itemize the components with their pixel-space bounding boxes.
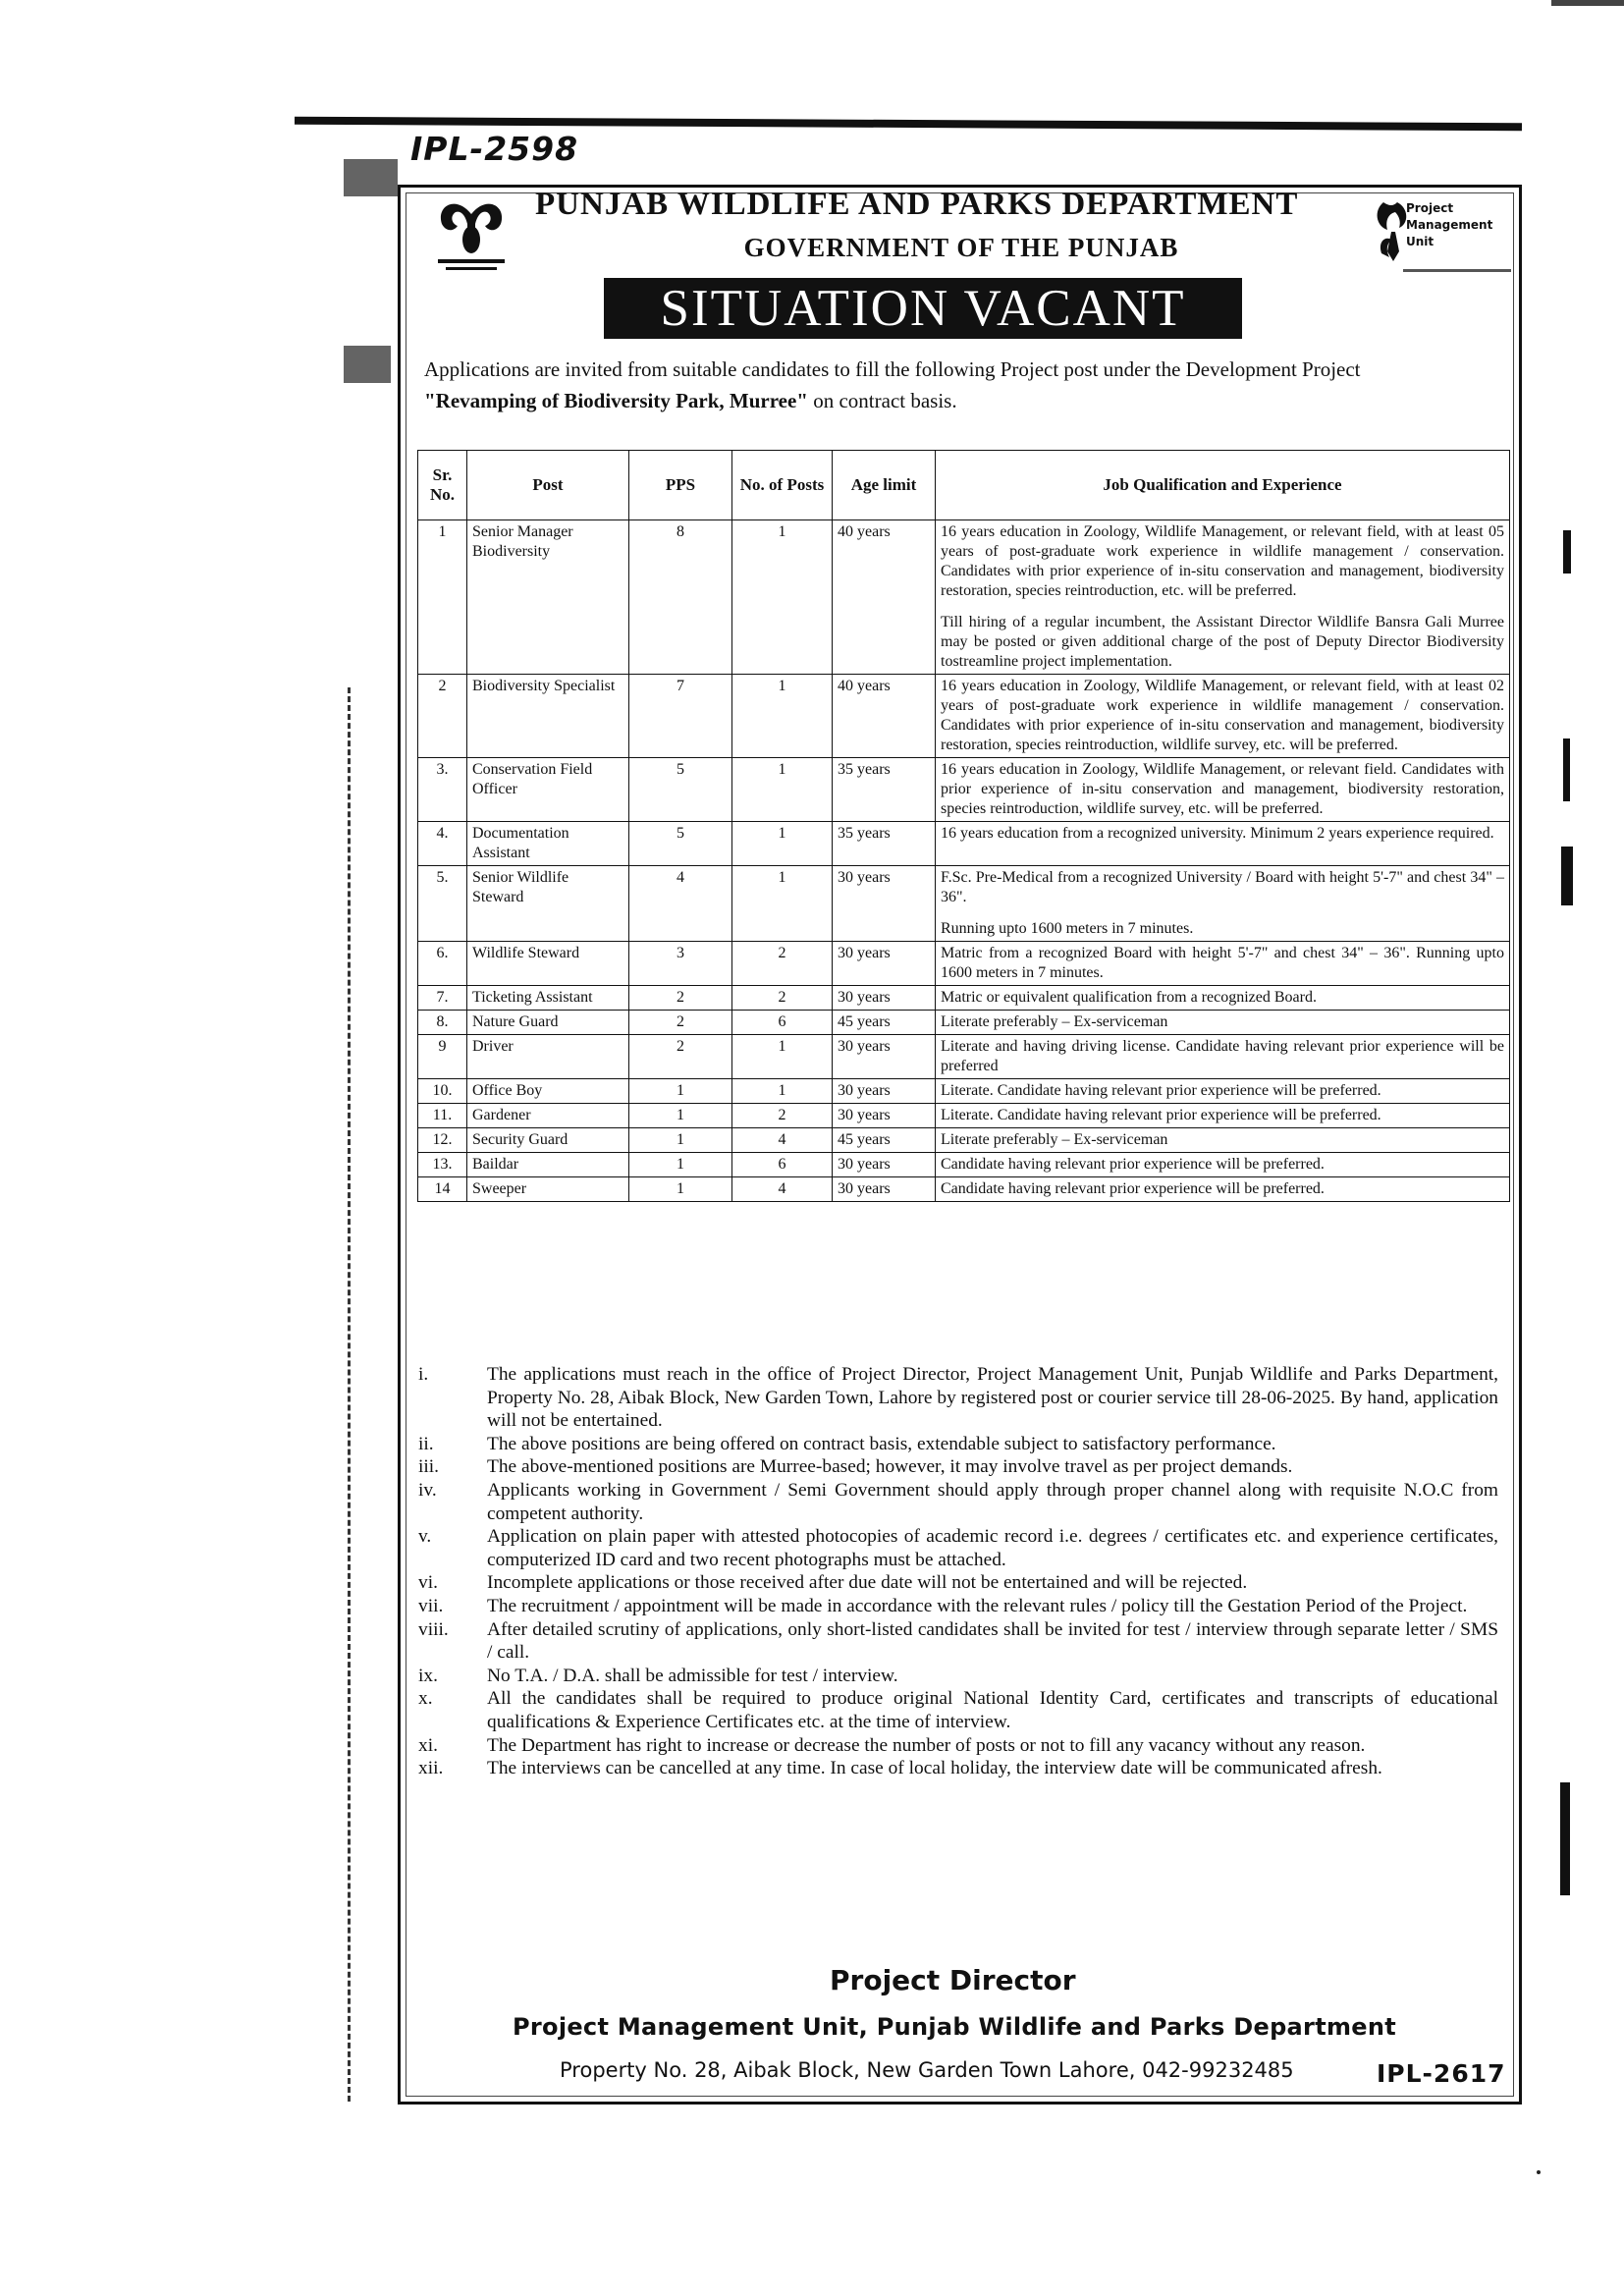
intro-text-end: on contract basis. — [807, 389, 957, 412]
vacancy-table — [417, 450, 1510, 1202]
term-text: After detailed scrutiny of applications, only short-listed candidates shall be invited for test / interview through separate letter / SMS / call. — [487, 1618, 1498, 1664]
term-text: The recruitment / appointment will be made in accordance with the relevant rules / policy till the Gestation Period of the Project. — [487, 1595, 1468, 1616]
cell-post: Senior Wildlife Steward — [467, 866, 629, 942]
cell-sr: 1 — [418, 520, 467, 675]
cell-sr: 9 — [418, 1035, 467, 1079]
cell-posts: 2 — [732, 1104, 833, 1128]
ibex-logo-icon — [432, 196, 511, 277]
scan-smudge-1 — [344, 159, 398, 196]
cell-post: Conservation Field Officer — [467, 758, 629, 822]
table-row — [418, 675, 1510, 758]
term-number: iii. — [418, 1456, 440, 1478]
cell-post: Gardener — [467, 1104, 629, 1128]
term-text: Application on plain paper with attested photocopies of academic record i.e. degrees / certificates etc. and experience certificates, computerized ID card and two recent photographs must be attached. — [487, 1526, 1498, 1570]
cell-pps: 7 — [629, 675, 732, 758]
table-row — [418, 520, 1510, 675]
table-row — [418, 1153, 1510, 1177]
cell-posts: 6 — [732, 1153, 833, 1177]
cell-pps: 1 — [629, 1079, 732, 1104]
cell-qualification — [936, 866, 1510, 942]
cell-age: 30 years — [833, 1035, 936, 1079]
table-row — [418, 1011, 1510, 1035]
col-header-posts: No. of Posts — [732, 451, 833, 520]
margin-dash-line — [348, 687, 351, 2102]
cell-pps: 5 — [629, 822, 732, 866]
cell-pps: 5 — [629, 758, 732, 822]
qualification-text: Matric or equivalent qualification from a recognized Board. — [941, 989, 1317, 1006]
term-text: The Department has right to increase or decrease the number of posts or not to fill any vacancy without any reason. — [487, 1734, 1366, 1756]
cell-pps: 2 — [629, 1035, 732, 1079]
term-number: ii. — [418, 1433, 434, 1454]
cell-pps: 1 — [629, 1104, 732, 1128]
col-header-sr: Sr. No. — [418, 451, 467, 520]
cell-sr: 11. — [418, 1104, 467, 1128]
term-text: The above positions are being offered on contract basis, extendable subject to satisfactory performance. — [487, 1433, 1276, 1454]
right-margin-mark-3 — [1561, 847, 1573, 905]
right-margin-mark-4 — [1560, 1782, 1570, 1895]
term-item — [418, 1433, 1498, 1456]
term-item — [418, 1363, 1498, 1433]
cell-sr: 14 — [418, 1177, 467, 1202]
cell-qualification — [936, 1128, 1510, 1153]
cell-post: Baildar — [467, 1153, 629, 1177]
cell-posts: 4 — [732, 1128, 833, 1153]
term-number: v. — [418, 1526, 432, 1548]
cell-sr: 4. — [418, 822, 467, 866]
term-item — [418, 1595, 1498, 1618]
cell-post: Nature Guard — [467, 1011, 629, 1035]
qualification-text: Candidate having relevant prior experience will be preferred. — [941, 1180, 1325, 1197]
cell-age: 45 years — [833, 1128, 936, 1153]
cell-age: 30 years — [833, 986, 936, 1011]
term-text: The above-mentioned positions are Murree-based; however, it may involve travel as per project demands. — [487, 1456, 1293, 1478]
government-title: GOVERNMENT OF THE PUNJAB — [743, 233, 1179, 262]
term-item — [418, 1525, 1498, 1571]
cell-pps: 2 — [629, 1011, 732, 1035]
col-header-age: Age limit — [833, 451, 936, 520]
cell-qualification — [936, 942, 1510, 986]
term-text: The interviews can be cancelled at any time. In case of local holiday, the interview date will be communicated afresh. — [487, 1758, 1382, 1779]
cell-sr: 2 — [418, 675, 467, 758]
col-header-post: Post — [467, 451, 629, 520]
cell-sr: 5. — [418, 866, 467, 942]
intro-paragraph — [424, 354, 1504, 416]
office-address: Property No. 28, Aibak Block, New Garden Town Lahore, 042-99232485 — [560, 2058, 1294, 2082]
term-text: The applications must reach in the office of Project Director, Project Management Unit, Punjab Wildlife and Parks Department, Property No. 28, Aibak Block, New Garden Town, Lahore by registered post or courier service till 28-06-2025. By hand, application will not be entertained. — [487, 1364, 1498, 1432]
qualification-text: Literate and having driving license. Candidate having relevant prior experience will be preferred — [941, 1038, 1504, 1074]
signatory-title: Project Director — [830, 1964, 1076, 1996]
right-margin-mark-2 — [1563, 738, 1570, 801]
cell-qualification — [936, 675, 1510, 758]
pmu-logo-text: Project Management Unit — [1406, 201, 1493, 248]
cell-post: Senior Manager Biodiversity — [467, 520, 629, 675]
term-item — [418, 1479, 1498, 1525]
cell-age: 30 years — [833, 866, 936, 942]
term-text: Applicants working in Government / Semi Government should apply through proper channel along with requisite N.O.C from competent authority. — [487, 1479, 1498, 1524]
cell-pps: 2 — [629, 986, 732, 1011]
cell-sr: 7. — [418, 986, 467, 1011]
term-item — [418, 1687, 1498, 1733]
qualification-text: 16 years education in Zoology, Wildlife Management, or relevant field, with at least 02 years of post-graduate work experience in wildlife management / conservation. Candidates with prior experience of in-situ conservation and management, biodiversity restoration, species reintroduction, wildlife survey, etc. will be preferred. — [941, 678, 1504, 753]
cell-posts: 6 — [732, 1011, 833, 1035]
qualification-text: Literate preferably – Ex-serviceman — [941, 1131, 1168, 1148]
cell-age: 35 years — [833, 822, 936, 866]
cell-qualification — [936, 1104, 1510, 1128]
qualification-text: Matric from a recognized Board with height 5'-7" and chest 34" – 36". Running upto 1600 meters in 7 minutes. — [941, 945, 1504, 981]
cell-age: 30 years — [833, 1153, 936, 1177]
qualification-text: 16 years education in Zoology, Wildlife Management, or relevant field. Candidates with prior experience of in-situ conservation and management, biodiversity restoration, species reintroduction, wildlife survey, etc. will be preferred. — [941, 761, 1504, 817]
cell-posts: 1 — [732, 866, 833, 942]
term-number: vii. — [418, 1595, 444, 1616]
qualification-text: F.Sc. Pre-Medical from a recognized University / Board with height 5'-7" and chest 34" – 36". — [941, 869, 1504, 905]
cell-qualification — [936, 822, 1510, 866]
cell-posts: 1 — [732, 675, 833, 758]
cell-post: Biodiversity Specialist — [467, 675, 629, 758]
table-row — [418, 942, 1510, 986]
term-number: i. — [418, 1364, 429, 1385]
cell-pps: 8 — [629, 520, 732, 675]
intro-text: Applications are invited from suitable candidates to fill the following Project post under the Development Project — [424, 357, 1361, 381]
department-title: PUNJAB WILDLIFE AND PARKS DEPARTMENT — [535, 187, 1299, 222]
table-row — [418, 1128, 1510, 1153]
cell-post: Ticketing Assistant — [467, 986, 629, 1011]
table-row — [418, 758, 1510, 822]
qualification-text: Till hiring of a regular incumbent, the Assistant Director Wildlife Bansra Gali Murree may be posted or given additional charge of the post of Deputy Director Biodiversity tostreamline project implementation. — [941, 614, 1504, 670]
cell-age: 30 years — [833, 1177, 936, 1202]
cell-pps: 1 — [629, 1177, 732, 1202]
table-row — [418, 1035, 1510, 1079]
cell-age: 40 years — [833, 520, 936, 675]
cell-sr: 3. — [418, 758, 467, 822]
cell-sr: 13. — [418, 1153, 467, 1177]
cell-qualification — [936, 1153, 1510, 1177]
term-number: xii. — [418, 1758, 444, 1779]
qualification-text: 16 years education from a recognized university. Minimum 2 years experience required. — [941, 825, 1494, 842]
scan-smudge-2 — [344, 346, 391, 383]
cell-post: Sweeper — [467, 1177, 629, 1202]
term-text: Incomplete applications or those received after due date will not be entertained and will be rejected. — [487, 1572, 1248, 1594]
cell-post: Security Guard — [467, 1128, 629, 1153]
table-header-row — [418, 451, 1510, 520]
col-header-qualification: Job Qualification and Experience — [936, 451, 1510, 520]
reference-number-bottom: IPL-2617 — [1377, 2059, 1506, 2088]
cell-posts: 1 — [732, 758, 833, 822]
cell-posts: 1 — [732, 822, 833, 866]
qualification-text: Literate. Candidate having relevant prior experience will be preferred. — [941, 1107, 1381, 1123]
term-number: ix. — [418, 1665, 438, 1686]
cell-age: 30 years — [833, 1104, 936, 1128]
qualification-text: Candidate having relevant prior experience will be preferred. — [941, 1156, 1325, 1173]
term-number: xi. — [418, 1734, 438, 1756]
right-margin-mark-1 — [1563, 530, 1571, 574]
cell-post: Wildlife Steward — [467, 942, 629, 986]
table-row — [418, 1177, 1510, 1202]
cell-qualification — [936, 1035, 1510, 1079]
project-name: "Revamping of Biodiversity Park, Murree" — [424, 389, 808, 412]
table-row — [418, 1079, 1510, 1104]
cell-age: 40 years — [833, 675, 936, 758]
table-row — [418, 822, 1510, 866]
term-text: All the candidates shall be required to produce original National Identity Card, certificates and transcripts of educational qualifications & Experience Certificates etc. at the time of interview. — [487, 1688, 1498, 1732]
cell-posts: 4 — [732, 1177, 833, 1202]
cell-age: 45 years — [833, 1011, 936, 1035]
reference-number-top: IPL-2598 — [410, 130, 579, 168]
term-text: No T.A. / D.A. shall be admissible for test / interview. — [487, 1665, 898, 1686]
term-item — [418, 1734, 1498, 1758]
qualification-text: Literate preferably – Ex-serviceman — [941, 1013, 1168, 1030]
term-item — [418, 1455, 1498, 1479]
cell-sr: 8. — [418, 1011, 467, 1035]
table-row — [418, 986, 1510, 1011]
term-number: x. — [418, 1688, 433, 1710]
term-item — [418, 1665, 1498, 1688]
qualification-text: Literate. Candidate having relevant prior experience will be preferred. — [941, 1082, 1381, 1099]
cell-posts: 2 — [732, 986, 833, 1011]
cell-sr: 6. — [418, 942, 467, 986]
term-item — [418, 1618, 1498, 1665]
term-item — [418, 1571, 1498, 1595]
cell-posts: 1 — [732, 520, 833, 675]
cell-qualification — [936, 1011, 1510, 1035]
cell-age: 35 years — [833, 758, 936, 822]
qualification-text: 16 years education in Zoology, Wildlife Management, or relevant field, with at least 05 years of post-graduate work experience in wildlife management / conservation. Candidates with prior experience of in-situ conservation and management, biodiversity restoration, species reintroduction, etc. will be preferred. — [941, 523, 1504, 599]
cell-post: Office Boy — [467, 1079, 629, 1104]
cell-pps: 4 — [629, 866, 732, 942]
cell-pps: 1 — [629, 1128, 732, 1153]
cell-age: 30 years — [833, 942, 936, 986]
term-number: vi. — [418, 1572, 438, 1594]
situation-vacant-banner: SITUATION VACANT — [604, 278, 1242, 339]
cell-post: Driver — [467, 1035, 629, 1079]
cell-age: 30 years — [833, 1079, 936, 1104]
cell-pps: 3 — [629, 942, 732, 986]
cell-pps: 1 — [629, 1153, 732, 1177]
term-number: viii. — [418, 1618, 449, 1640]
cell-qualification — [936, 986, 1510, 1011]
cell-qualification — [936, 758, 1510, 822]
term-item — [418, 1757, 1498, 1780]
cell-qualification — [936, 520, 1510, 675]
cell-post: Documentation Assistant — [467, 822, 629, 866]
table-row — [418, 1104, 1510, 1128]
table-row — [418, 866, 1510, 942]
cell-posts: 1 — [732, 1079, 833, 1104]
cell-sr: 10. — [418, 1079, 467, 1104]
cell-posts: 2 — [732, 942, 833, 986]
terms-list — [418, 1363, 1498, 1780]
qualification-text: Running upto 1600 meters in 7 minutes. — [941, 920, 1194, 937]
stray-dot — [1537, 2170, 1541, 2174]
term-number: iv. — [418, 1479, 437, 1501]
cell-sr: 12. — [418, 1128, 467, 1153]
cell-posts: 1 — [732, 1035, 833, 1079]
scan-smudge-3 — [1551, 0, 1624, 6]
signatory-office: Project Management Unit, Punjab Wildlife and Parks Department — [513, 2013, 1397, 2041]
col-header-pps: PPS — [629, 451, 732, 520]
cell-qualification — [936, 1079, 1510, 1104]
cell-qualification — [936, 1177, 1510, 1202]
